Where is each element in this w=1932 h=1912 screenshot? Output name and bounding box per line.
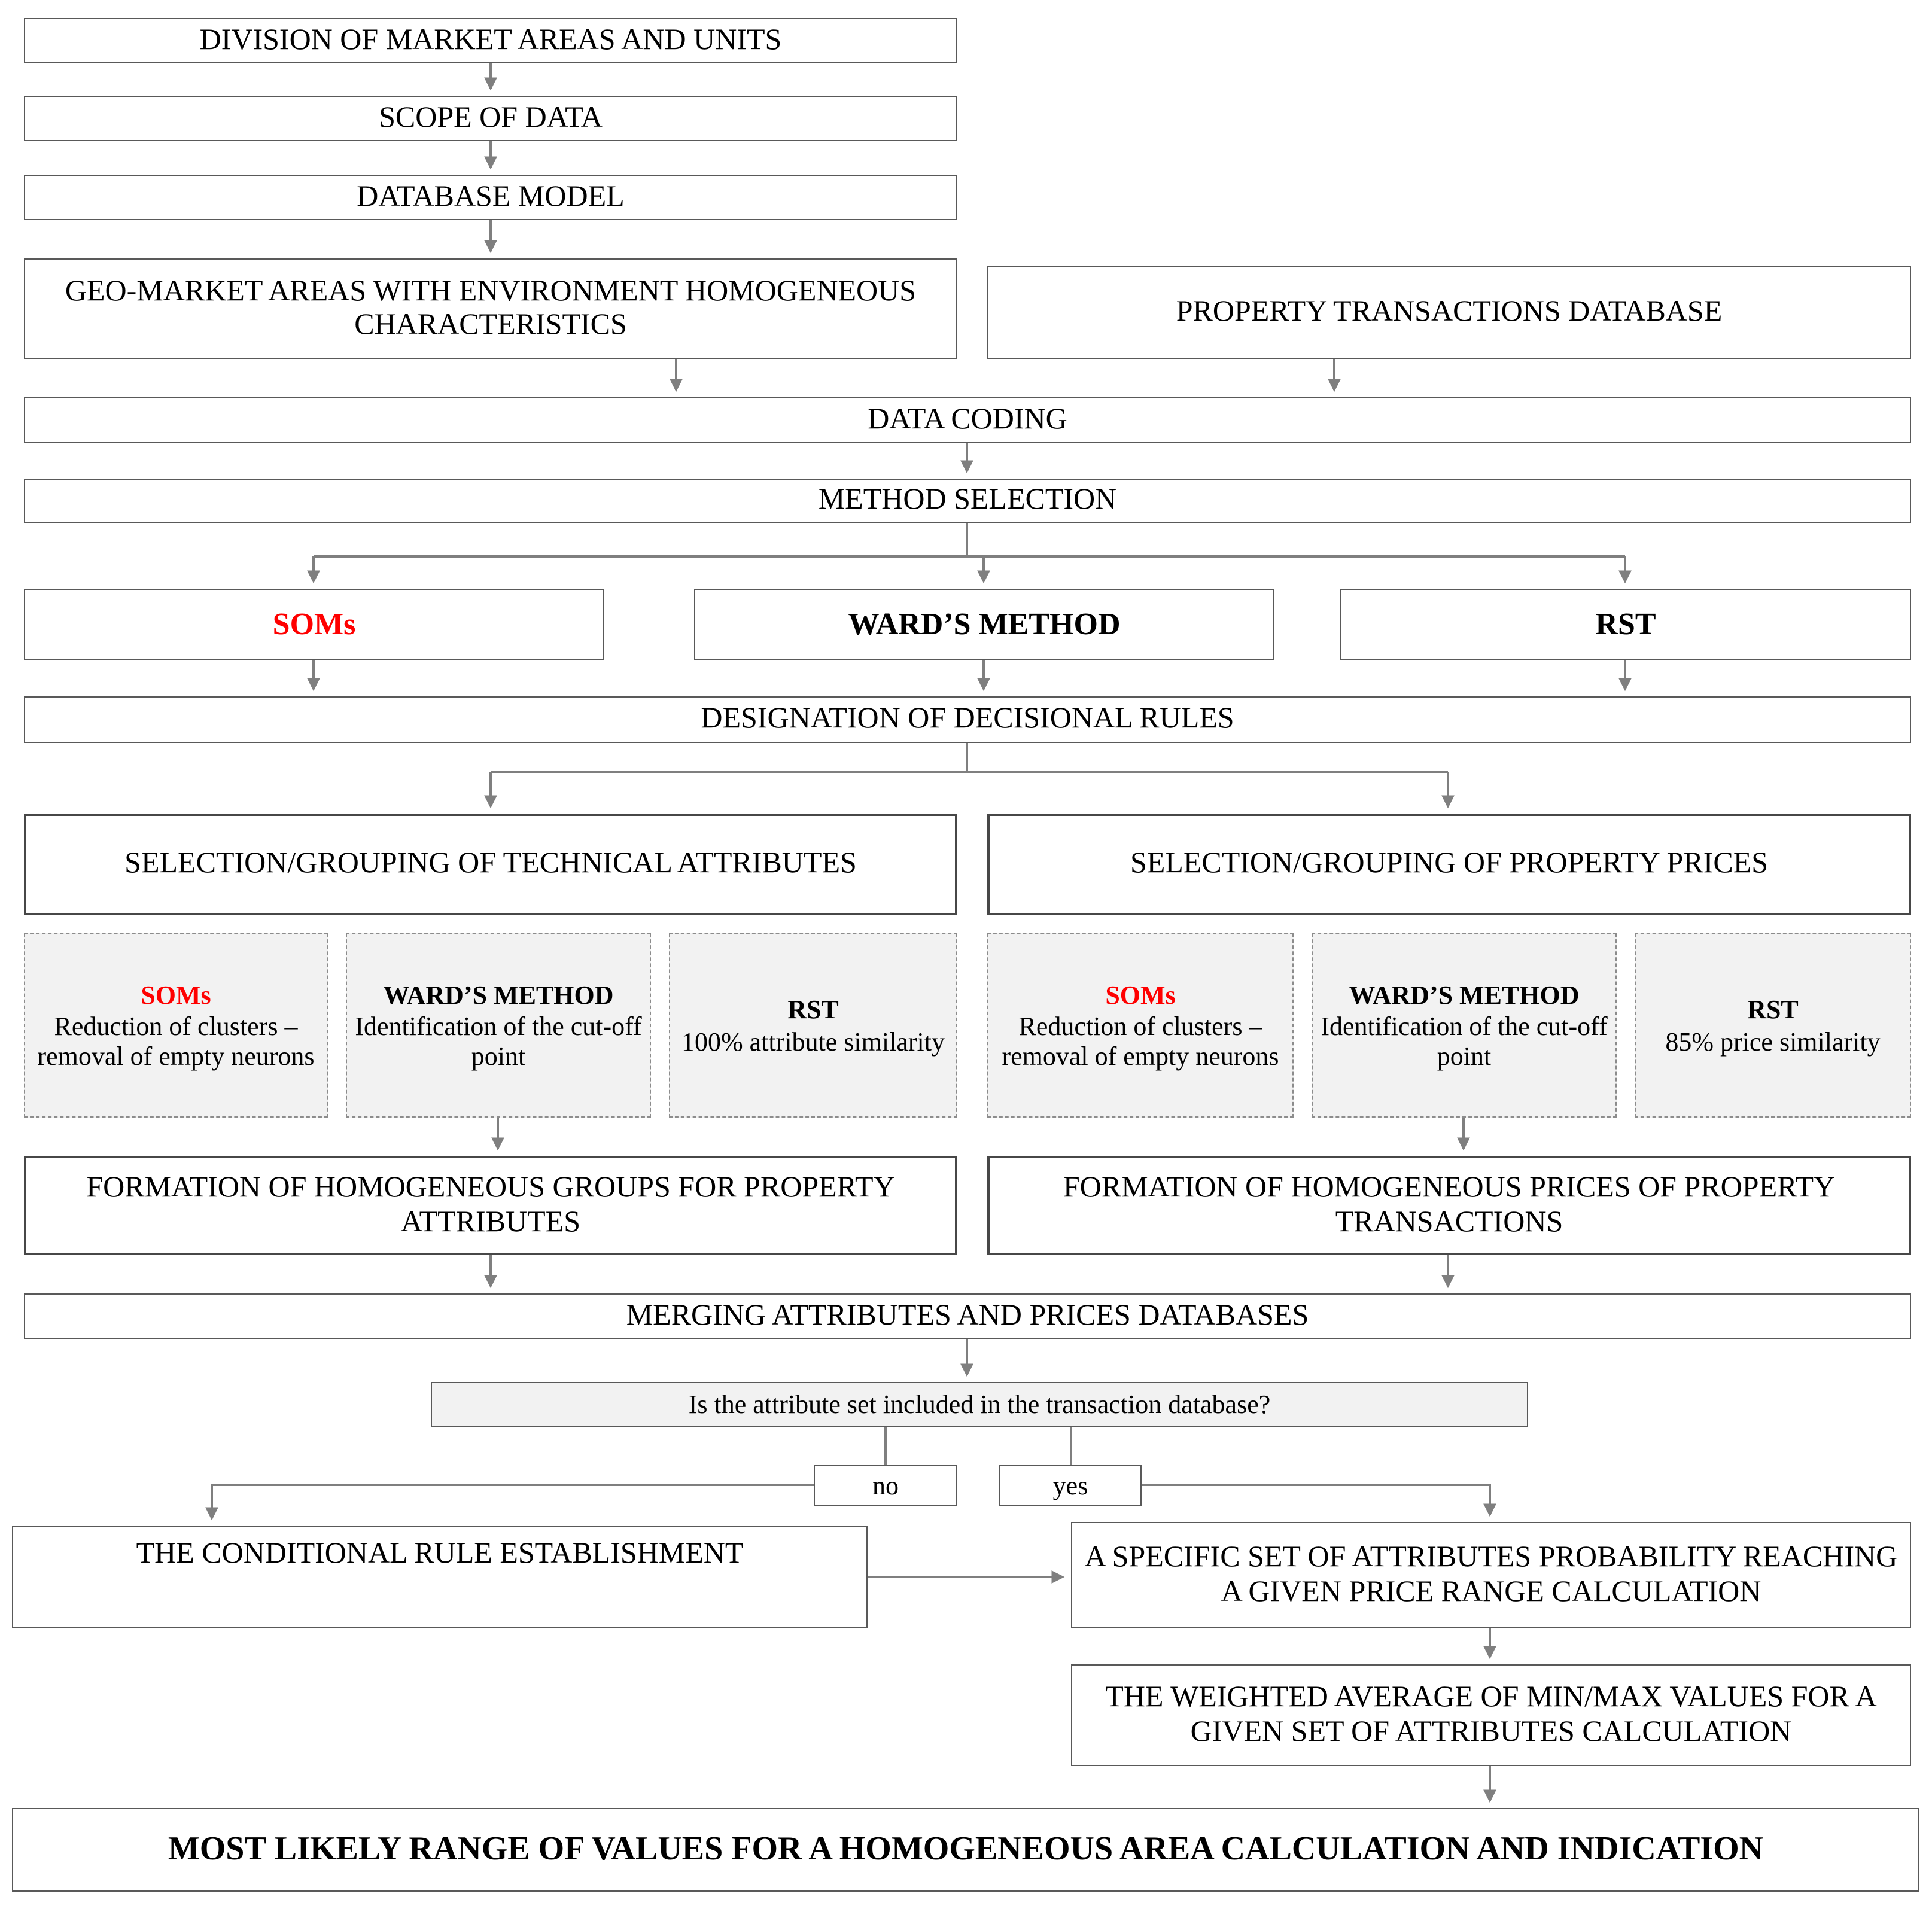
merging-box: MERGING ATTRIBUTES AND PRICES DATABASES — [24, 1293, 1911, 1339]
division-box: DIVISION OF MARKET AREAS AND UNITS — [24, 18, 957, 63]
card-body: 100% attribute similarity — [681, 1026, 945, 1056]
answer-no-box: no — [814, 1465, 957, 1506]
card-heading: WARD’S METHOD — [383, 979, 614, 1010]
card-body: Reduction of clusters – removal of empty neurons — [1002, 1010, 1279, 1071]
selection-attributes-box: SELECTION/GROUPING OF TECHNICAL ATTRIBUTES — [24, 814, 957, 915]
scope-box: SCOPE OF DATA — [24, 96, 957, 141]
attr-method-card-soms — [24, 933, 328, 1118]
selection-prices-box: SELECTION/GROUPING OF PROPERTY PRICES — [987, 814, 1911, 915]
final-result-box: MOST LIKELY RANGE OF VALUES FOR A HOMOGENEOUS AREA CALCULATION AND INDICATION — [12, 1808, 1919, 1892]
soms-box: SOMs — [24, 589, 604, 660]
designation-split-line — [491, 743, 1448, 772]
arrow-no-to-conditional — [212, 1485, 814, 1518]
answer-yes-box: yes — [999, 1465, 1142, 1506]
method-split-line — [314, 523, 1625, 556]
designation-box: DESIGNATION OF DECISIONAL RULES — [24, 696, 1911, 743]
arrow-yes-to-specific — [1142, 1485, 1490, 1515]
card-heading: RST — [787, 994, 839, 1025]
card-body: Identification of the cut-off point — [355, 1010, 642, 1071]
price-method-card-wards — [1312, 933, 1617, 1118]
formation-prices-box: FORMATION OF HOMOGENEOUS PRICES OF PROPERTY TRANSACTIONS — [987, 1156, 1911, 1255]
card-heading: WARD’S METHOD — [1349, 979, 1580, 1010]
formation-attributes-box: FORMATION OF HOMOGENEOUS GROUPS FOR PROPERTY ATTRIBUTES — [24, 1156, 957, 1255]
data-coding-box: DATA CODING — [24, 397, 1911, 443]
card-heading: SOMs — [1105, 979, 1176, 1010]
property-db-box: PROPERTY TRANSACTIONS DATABASE — [987, 266, 1911, 359]
card-heading: SOMs — [141, 979, 211, 1010]
price-method-card-soms — [987, 933, 1294, 1118]
price-method-card-rst — [1635, 933, 1911, 1118]
rst-box: RST — [1340, 589, 1911, 660]
method-selection-box: METHOD SELECTION — [24, 479, 1911, 523]
geo-market-box: GEO-MARKET AREAS WITH ENVIRONMENT HOMOGENEOUS CHARACTERISTICS — [24, 258, 957, 359]
attr-method-card-wards — [346, 933, 651, 1118]
specific-set-box: A SPECIFIC SET OF ATTRIBUTES PROBABILITY REACHING A GIVEN PRICE RANGE CALCULATION — [1071, 1522, 1911, 1628]
card-body: Reduction of clusters – removal of empty neurons — [37, 1010, 315, 1071]
card-heading: RST — [1747, 994, 1799, 1025]
weighted-average-box: THE WEIGHTED AVERAGE OF MIN/MAX VALUES FOR A GIVEN SET OF ATTRIBUTES CALCULATION — [1071, 1664, 1911, 1766]
attr-method-card-rst — [669, 933, 957, 1118]
decision-question-box: Is the attribute set included in the transaction database? — [431, 1382, 1528, 1427]
conditional-rule-box: THE CONDITIONAL RULE ESTABLISHMENT — [12, 1526, 868, 1628]
database-model-box: DATABASE MODEL — [24, 175, 957, 220]
card-body: Identification of the cut-off point — [1321, 1010, 1608, 1071]
card-body: 85% price similarity — [1665, 1026, 1881, 1056]
wards-method-box: WARD’S METHOD — [694, 589, 1274, 660]
